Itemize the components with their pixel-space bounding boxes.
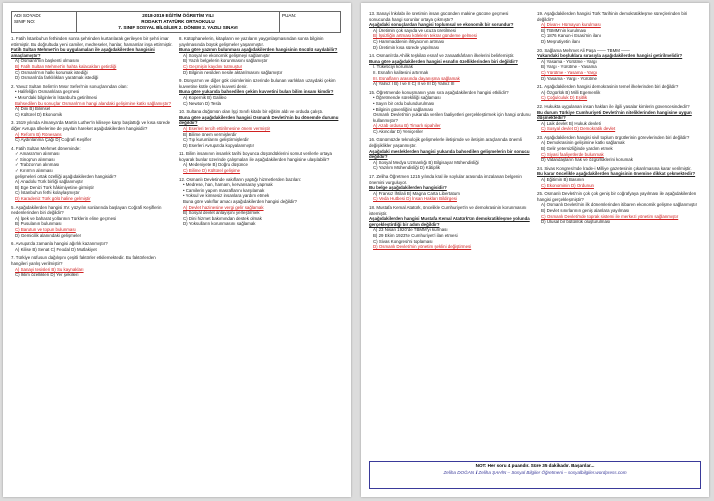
answer-option: B) Bilime önem vermişlerdir — [183, 131, 237, 137]
question — [179, 177, 341, 227]
question-stem: 1. Fatih İstanbul'un fethinden sonra şehrinden kurtarılarak gerileyen bir şehri imar ettirmiştir. Bu doğrultuda yeni camiler, medreseler, hanlar, hamamlar inşa ettirmiştir. — [11, 36, 173, 47]
exam-header — [11, 11, 341, 33]
question — [537, 166, 699, 188]
answer-option: A) Yalnız I B) I ve II C) II ve III D) Yalnız III — [373, 81, 455, 87]
exam-footer — [369, 461, 701, 489]
page2-left-column — [369, 11, 531, 451]
question — [537, 135, 699, 163]
answer-option: A) Üretimin çok sayıda ve ucuza üretilmesi — [373, 27, 456, 33]
answer-option: B) Sosyal devlet anlayışını yerleştirmek — [183, 210, 260, 216]
marked-answer-option: C) Bilime D) Kültürel gelişime — [183, 168, 241, 174]
marked-answer-option: III. Esnafların arasında dayanışma sağlamak — [373, 75, 460, 81]
marked-answer-option: A) Eserleri tercih ettirilmesine önem vermiştir — [183, 125, 271, 131]
marked-answer-option: C) Sosyal devlet D) Demokratik devlet — [541, 126, 616, 132]
answer-option: D) Yasama - Yargı - Yürütme — [541, 75, 597, 81]
marked-answer-option: C) Çoğulculuk D) Eşitlik — [541, 95, 588, 101]
answer-option: B) TBMM'nin kurulması — [541, 27, 587, 33]
marked-answer-option: B) İşsizliğin artması kölelerin tekrar gündeme gelmesi — [373, 33, 477, 39]
marked-answer-option: C) Osmanlı Devleti'nde toprak sistemi ile merkezi yönetim sağlanmıştır — [541, 213, 679, 219]
answer-option: C) Aydınlanma Çağı D) Coğrafi Keşifler — [15, 137, 92, 143]
answer-option: B) Pusulanın bulunması — [15, 221, 62, 227]
question-prompt: Buna göre yukarıda bahsedilen çekim kuvvetini bulan bilim insanı kimdir? — [179, 89, 334, 95]
question-stem: 6. Avrupa'da zamanla hangisi ağırlık kazanmıştır? — [11, 241, 108, 247]
question-stem: 3. 1519 yılında Almanya'da Martin Luther'in kiliseye karşı başlattığı ve kısa sürede diğer Avrupa ülkelerine de yayılan hareket aşağıdakilerden hangisidir? — [11, 120, 171, 131]
answer-option: C) Sivas Kongresi'ni toplaması — [373, 238, 433, 244]
answer-option: C) Akıncılar D) Yeniçeriler — [373, 128, 424, 134]
answer-option: A) Dini B) Bilimsel — [15, 106, 51, 112]
question — [369, 137, 531, 171]
answer-option: D) Vatandaşların hak ve özgürlüklerini korumak — [541, 157, 633, 163]
question-stem: 2. Yavuz Sultan Selim'in Mısır Seferi'nin sonuçlarından olan: — [11, 83, 128, 89]
question-prompt: Bu belge aşağıdakilerden hangisidir? — [369, 185, 447, 191]
name-label: ADI SOYADI: — [14, 13, 42, 18]
question — [11, 84, 173, 118]
page1-right-column — [179, 36, 341, 489]
marked-answer-option: A) Devlet hazinesine vergi gelir sağlamak — [183, 204, 264, 210]
footer-author: Zeliha DOĞAN ℹ Zeliha ŞAHİN – Sosyal Bilgiler Öğretmeni – sosyalbilgiler.wordpress.com — [443, 470, 627, 475]
answer-option: • Öğretmende sürekliliği sağlaması — [373, 95, 441, 101]
marked-answer-option: C) Siyasi faaliyetlerde bulunmak — [541, 151, 604, 157]
answer-option: • Halifeliğin Osmanlılara geçmesi — [15, 89, 80, 95]
answer-option: A) Anadolu Türk birliği sağlanmıştır — [15, 179, 84, 185]
answer-option: C) Newton D) Tesla — [183, 100, 221, 106]
question — [537, 11, 699, 45]
marked-answer-option: A) Reform B) Rönesans — [15, 131, 62, 137]
answer-option: D) Gemicilik alanındaki gelişmeler — [15, 232, 82, 238]
question — [369, 90, 531, 135]
question-stem: 22. Hukukta uygulanan insan hakları ile ilgili yasalar kimlerin güvencesindedir? — [537, 103, 690, 109]
score-label: PUAN: — [282, 13, 297, 18]
answer-option: II. Esnafın kalitesini artırmak — [373, 69, 429, 75]
question-prompt: Aşağıdaki sonuçlardan hangisi toplumsal ve ekonomik bir sorundur? — [369, 22, 514, 28]
marked-answer-option: D) Karadeniz Türk gölü haline gelmiştir — [15, 196, 91, 202]
question — [369, 11, 531, 50]
question-stem: 8. Kütüphanelerin, kitapların ve yazıların yaygınlaşmasından sonra bilginin yayılmasında büyük gelişmeler yaşanmıştır. — [179, 36, 324, 47]
answer-option: A) Özgürlük B) Milli Egemenlik — [541, 89, 601, 95]
question-stem: 7. Türkiye nüfusun dağılışını çeşitli faktörler etkilemektedir. Bu faktörlerden hangileri yanlış verilmiştir? — [11, 255, 156, 266]
answer-option: B) Gelir yetersizliğinde yardım etmek — [541, 146, 613, 152]
answer-option: A) Fransız İhtilali B) Magna Carta Libertatum — [373, 190, 460, 196]
answer-option: D) Meşrutiyetin ilanı — [541, 38, 580, 44]
answer-option: B) Devlet sınırlarının geniş alanlara yayılması — [541, 208, 630, 213]
question — [179, 151, 341, 173]
answer-option: C) Dini hizmet bakımından destek olmak — [183, 215, 262, 221]
question — [537, 191, 699, 225]
marked-answer-option: C) Yürütme - Yasama - Yargı — [541, 69, 597, 75]
question-stem: 4. Fatih Sultan Mehmet döneminde: — [11, 145, 81, 151]
marked-answer-option: A) Divan-ı Hümayun kurulması — [541, 22, 601, 28]
school-name: RODAKTI ATATÜRK ORTAOKULU — [141, 19, 215, 24]
question — [179, 109, 341, 148]
answer-option: D) Üretimin kısa sürede yapılması — [373, 44, 440, 50]
question — [11, 36, 173, 81]
answer-option: A) 23 Nisan 1920'de TBMM'yi kurması — [373, 227, 448, 233]
question-stem: 12. Osmanlı Devletinde vakıfların yaptığı hizmetlerden bazıları: — [179, 176, 302, 182]
exam-year: 2018-2019 EĞİTİM ÖĞRETİM YILI — [142, 13, 214, 18]
question-prompt: Bu karar öncelikle aşağıdakilerden hangisinin önemine dikkat çekmektedir? — [537, 171, 696, 177]
question-prompt: Buna göre aşağıdakilerden hangisi esnafın özelliklerinden biri değildir? — [369, 58, 518, 64]
answer-option: • Yoksul ve kimsesiz insanlara yardım etmek — [183, 193, 270, 199]
question — [537, 48, 699, 82]
marked-answer-option: B) Fatih Sultan Mehmet'in hahta kalacakları getirdiği — [15, 63, 117, 69]
answer-option: gelişmeleri ortak özelliği aşağıdakilerden hangisidir? — [15, 173, 117, 179]
question-stem: 18. Mustafa Kemal Atatürk, öncelikle Cumhuriyet'in ve demokrasinin korunmasını istemiştir. — [369, 205, 527, 216]
question — [11, 146, 173, 202]
answer-option: ✓ Kırım'ın alınması — [15, 168, 53, 174]
answer-option: D) Eserleri Avrupa'da kopyalanmıştır — [183, 142, 255, 148]
answer-option: A) Sosyal ve ekonomik gelişmeyi sağlamıştır — [183, 52, 270, 58]
answer-option: A) Eğitimin B) Basının — [541, 177, 584, 183]
answer-option: C) 1876 Kanun-i Esasi'nin ilanı — [541, 33, 601, 39]
answer-option: C) Kültürel D) Ekonomik — [15, 111, 63, 117]
footer-note: NOT: Her soru 4 puandır. Süre 35 dakikadır. Başarılar... — [475, 463, 595, 468]
marked-answer-option: C) Barutun ve topun bulunması — [15, 227, 76, 232]
question-stem: 23. Aşağıdakilerden hangisi sivil toplum örgütlerinin görevlerinden biri değildir? — [537, 134, 690, 140]
answer-option: • Mısır'daki bilginlerin İstanbul'a getirilmesi — [15, 94, 98, 100]
question-stem: 9. Dünya'nın ve diğer gök cisimlerinin üzerinde bulunan varlıkları uzaydaki çekim kuvvetine kütle çekim kuvveti denir. — [179, 78, 336, 89]
question — [369, 174, 531, 202]
question-prompt: Fatih Sultan Mehmet'in bu uygulamaları ile aşağıdakilerden hangisini amaçlamıştır? — [11, 47, 155, 58]
question — [11, 241, 173, 252]
answer-option: Buna göre vakıflar amacı aşağıdakilerden hangisi değildir? — [183, 199, 297, 205]
exam-page-2 — [361, 3, 709, 497]
answer-option: ✓ Sinop'un alınması — [15, 156, 55, 162]
question — [369, 53, 531, 87]
answer-option: • Bilginin güvenliğini sağlaması — [373, 106, 434, 112]
exam-title: 7. SINIF SOSYAL BİLGİLER 2. DÖNEM 2. YAZILI SINAVI — [118, 25, 238, 30]
answer-option: D) Yoksulların korunmasını sağlamak — [183, 221, 256, 227]
answer-option: B) Yargı - Yürütme - Yasama — [541, 64, 597, 70]
question — [537, 84, 699, 101]
answer-option: • Camilerin yapım masraflarını karşılamak — [183, 187, 265, 193]
answer-option: D) Osmanlı'da farklılıkları yaratmak istediği — [15, 75, 99, 81]
answer-option: C) İklim özellikleri D) Yer şekilleri — [15, 272, 79, 278]
question-stem: 5. Aşağıdakilerden hangisi XV. yüzyılın sonlarında başlayan Coğrafi Keşiflerin nedenlerinden biri değildir? — [11, 204, 162, 216]
answer-option: D) Bilginin nesilden nesile aktarılmasını sağlamıştır — [183, 69, 283, 75]
answer-option: A) Kilise B) Senat C) Feodal D) Mutlakiyet — [15, 246, 97, 252]
answer-option: ✓ Amasra'nın alınması — [15, 151, 60, 157]
question-prompt: Buna göre yazının bulunması aşağıdakilerden hangisinin öncülü sayılabilir? — [179, 47, 338, 53]
answer-option: B) 29 Ekim 1923'te Cumhuriyet'i ilan etmesi — [373, 232, 458, 238]
answer-option: D) Ulusal bir bütünlük oluşturulması — [541, 219, 611, 225]
answer-option: A) Demokrasinin gelişimine katkı sağlamak — [541, 140, 625, 146]
question — [179, 36, 341, 75]
answer-option: C) Yazılım Mühendisliği D) Kâtiplik — [373, 165, 440, 171]
question-prompt: Bu durum Türkiye Cumhuriyeti Devleti'nin niteliklerinden hangisine uygun düşmektedir? — [537, 109, 692, 121]
question-stem: 11. Bilim insanının insanlık tarihi boyunca düşündüklerini somut verilerle ortaya koyarak bunlar üzerinde çalışmaları ile aşağıdakilerden hangisine ulaşılabilir? — [179, 151, 332, 162]
answer-option: A) Osmanlı'nın başkenti olmasını — [15, 58, 80, 64]
question-stem: 16. Günümüzde teknolojik gelişmelerle iletişimde ve iletişim araçlarında önemli değişiklikler yaşanmıştır. — [369, 137, 522, 149]
page2-right-column — [537, 11, 699, 451]
question-stem: 10. Sultana düğümün olan İşçi Sınıfı kitabı bir eğitim aldı ve orduda çalıştı. — [179, 109, 324, 115]
answer-option: B) Ege Denizi Türk hâkimiyetine girmiştir — [15, 184, 94, 190]
answer-option: A) İpek ve baharat yollarının Türklerin eline geçmesi — [15, 215, 117, 221]
answer-option: A) Kopernik B) Galileo — [183, 94, 227, 100]
marked-answer-option: A) Azab ordusu B) Timarlı sipahiler — [373, 123, 441, 129]
question-prompt: Aşağıdakilerden hangisi Mustafa Kemal Atatürk'ün demokratikleşme yolunda gerçekleştirdiği bir adım değildir? — [369, 216, 530, 227]
marked-answer-option: C) Veda Hutbesi D) İnsan Hakları Bildirgesi — [373, 196, 457, 202]
answer-option: A) Osmanlı Devleti'nin ilk dönemlerinden itibaren ekonomik gelişme sağlanmıştır — [541, 202, 698, 208]
answer-option: ✓ Trabzon'un alınması — [15, 162, 60, 168]
question-stem: 14. Osmanlı'da Ahilik teşkilatı esnaf ve zanaatkârların ilkelerini belirlemiştir. — [369, 53, 515, 59]
answer-option: A) Laik devlet B) Hukuk devleti — [541, 120, 601, 126]
marked-answer-option: C) Geçmişin kaydını tutmuştur — [183, 63, 243, 69]
answer-option: • Medrese, han, hamam, kervansaray yapmak — [183, 182, 273, 188]
marked-answer-option: A) Sanayi tesisleri B) Su kaynakları — [15, 266, 84, 272]
answer-option: C) Hammaddenin ihtiyacının artması — [373, 38, 445, 44]
question-stem: 13. Sanayi İnkılabı ile üretimin insan gücünden makine gücüne geçmesi sonucunda hangi sorunlar ortaya çıkmıştır? — [369, 11, 509, 22]
answer-option: C) İstanbul'un fethi kolaylaşmıştır — [15, 190, 80, 196]
page1-left-column — [11, 36, 173, 489]
question-prompt: Aşağıdaki mesleklerden hangisi yukarıda bahsedilen gelişmelerin bir sonucu değildir? — [369, 148, 530, 160]
answer-option: Osmanlı Devleti'nin yukarıda verilen faaliyetleri gerçekleştirmek için hangi ordunu kullanmıştır? — [373, 112, 531, 123]
class-label: SINIF NO: — [14, 19, 36, 24]
exam-page-1 — [3, 3, 351, 497]
question-stem: 20. Sağlama Mehmet Ali Paşa —— TBMM —— — [537, 47, 630, 53]
answer-option: A) Medeniyete B) Doğru düşünce — [183, 162, 248, 168]
marked-answer-option: Bahsedilen bu sonuçlar Osmanlı'nın hangi alandaki gelişimine katkı sağlamıştır? — [15, 100, 172, 106]
answer-option: • Sayın bir ordu bulundurulması — [373, 100, 435, 106]
question-stem: 19. Aşağıdakilerden hangisi Türk Tarihinin demokratikleşme süreçlerinden biri değildir? — [537, 11, 688, 22]
question — [11, 205, 173, 239]
question — [369, 205, 531, 250]
question-stem: 21. Aşağıdakilerden hangisi demokrasinin temel ilkelerinden biri değildir? — [537, 84, 679, 90]
question-stem: 24. Sivas Kongresi'nde İrade-i Milliye gazetesinin çıkarılmasına karar verilmiştir. — [537, 165, 692, 171]
question-stem: 15. Öğretmende konuşmanın yanı sıra aşağıdakilerden hangisi etkilidir? — [369, 89, 509, 95]
marked-answer-option: C) Ekonominin D) Ordunun — [541, 182, 594, 188]
answer-option: B) Yazılı belgelerin korunmasını sağlamıştır — [183, 58, 268, 64]
question — [179, 78, 341, 106]
question — [11, 120, 173, 142]
answer-option: C) Tıp kurumlarını geliştirmişlerdir — [183, 137, 249, 143]
question-stem: 25. Osmanlı Devleti'nin çok çok geniş bir coğrafyaya yayılması ile aşağıdakilerden hangisi gerçekleşmiştir? — [537, 191, 697, 202]
question-stem: 17. Zeliha Öğretmen 1215 yılında kral ile soylular arasında imzalanan belgenin önemini vurguluyor. — [369, 174, 522, 185]
question-prompt: Yukarıdaki boşluklara sırasıyla aşağıdakilerden hangisi getirilmelidir? — [537, 53, 683, 59]
answer-option: A) Yasama - Yürütme - Yargı — [541, 58, 597, 64]
answer-option: C) Osmanlı'nın halkı korumak istediği — [15, 69, 88, 75]
answer-option: I. Tüketiciyi korumak — [373, 64, 413, 70]
question — [11, 255, 173, 277]
question — [537, 104, 699, 132]
marked-answer-option: D) Osmanlı Devleti'nin yönetim şeklini değiştirmesi — [373, 244, 472, 250]
answer-option: A) Sosyal Medya Uzmanlığı B) Bilgisayar Mühendisliği — [373, 159, 479, 165]
question-prompt: Buna göre aşağıdakilerden hangisi Osmanlı Devleti'nin bu dönemde durumu değildir? — [179, 114, 339, 126]
